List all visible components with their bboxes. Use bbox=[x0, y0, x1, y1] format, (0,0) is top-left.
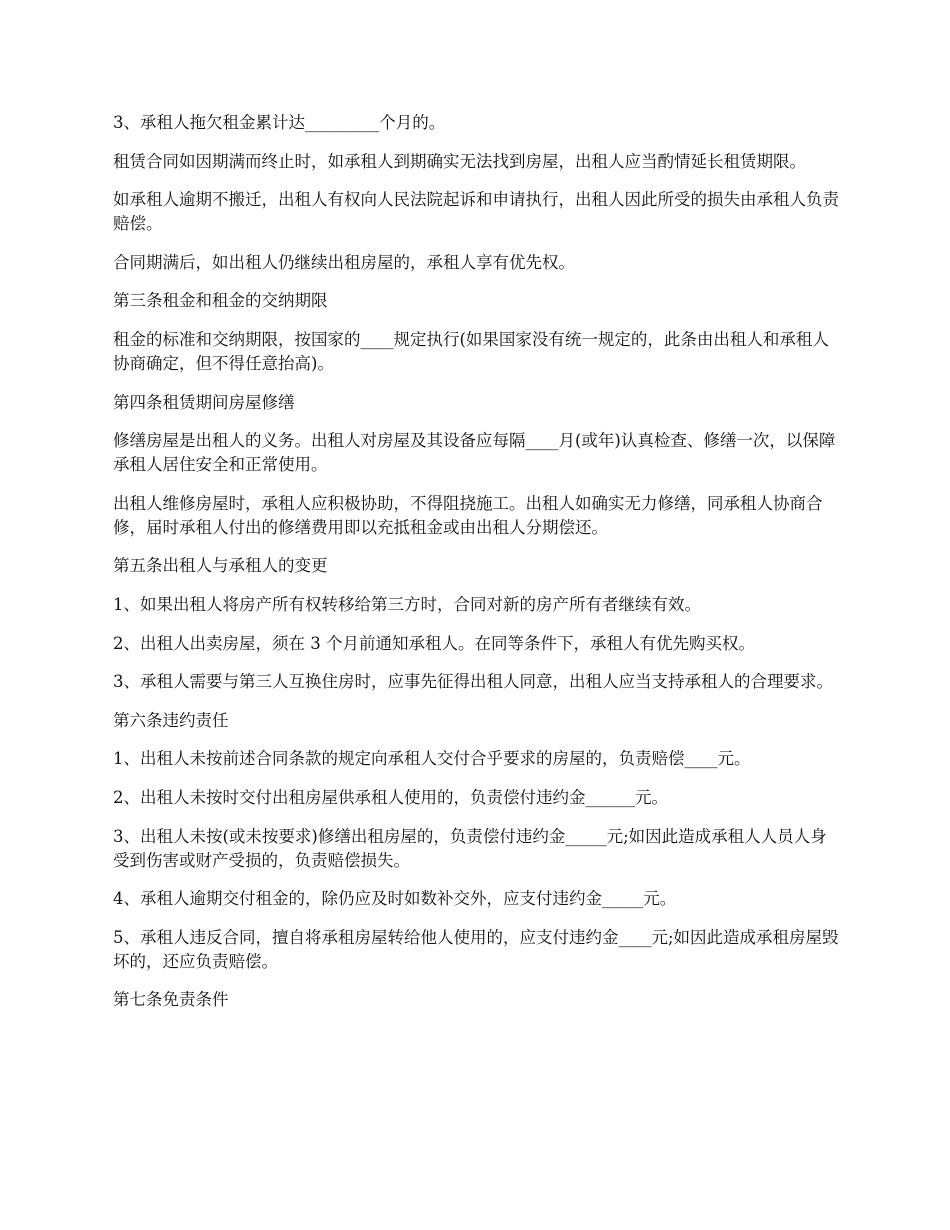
section-heading-article-4: 第四条租赁期间房屋修缮 bbox=[113, 392, 295, 412]
section-heading-article-6: 第六条违约责任 bbox=[113, 710, 229, 730]
section-heading-article-3: 第三条租金和租金的交纳期限 bbox=[113, 291, 328, 311]
paragraph-8: 修缮房屋是出租人的义务。出租人对房屋及其设备应每隔____月(或年)认真检查、修缮一次，以保障承租人居住安全和正常使用。 bbox=[113, 431, 836, 475]
paragraph-1: 3、承租人拖欠租金累计达_________个月的。 bbox=[113, 113, 446, 132]
section-heading-article-5: 第五条出租人与承租人的变更 bbox=[113, 556, 328, 576]
paragraph-19: 5、承租人违反合同，擅自将承租房屋转给他人使用的，应支付违约金____元;如因此造成承租房屋毁坏的，还应负责赔偿。 bbox=[113, 927, 839, 971]
paragraph-12: 2、出租人出卖房屋，须在 3 个月前通知承租人。在同等条件下，承租人有优先购买权。 bbox=[113, 633, 755, 653]
paragraph-11: 1、如果出租人将房产所有权转移给第三方时，合同对新的房产所有者继续有效。 bbox=[113, 594, 701, 614]
paragraph-6: 租金的标准和交纳期限，按国家的____规定执行(如果国家没有统一规定的，此条由出租人和承租人协商确定，但不得任意抬高)。 bbox=[113, 329, 829, 373]
paragraph-9: 出租人维修房屋时，承租人应积极协助，不得阻挠施工。出租人如确实无力修缮，同承租人协商合修，届时承租人付出的修缮费用即以充抵租金或由出租人分期偿还。 bbox=[113, 493, 823, 537]
paragraph-3: 如承租人逾期不搬迁，出租人有权向人民法院起诉和申请执行，出租人因此所受的损失由承租人负责赔偿。 bbox=[113, 190, 839, 234]
section-heading-article-7: 第七条免责条件 bbox=[113, 990, 229, 1010]
paragraph-17: 3、出租人未按(或未按要求)修缮出租房屋的，负责偿付违约金_____元;如因此造成承租人人员人身受到伤害或财产受损的，负责赔偿损失。 bbox=[113, 826, 827, 870]
paragraph-4: 合同期满后，如出租人仍继续出租房屋的，承租人享有优先权。 bbox=[113, 252, 575, 272]
paragraph-15: 1、出租人未按前述合同条款的规定向承租人交付合乎要求的房屋的，负责赔偿____元。 bbox=[113, 749, 751, 769]
paragraph-13: 3、承租人需要与第三人互换住房时，应事先征得出租人同意，出租人应当支持承租人的合理要求。 bbox=[113, 672, 833, 692]
paragraph-2: 租赁合同如因期满而终止时，如承租人到期确实无法找到房屋，出租人应当酌情延长租赁期限。 bbox=[113, 151, 806, 171]
paragraph-18: 4、承租人逾期交付租金的，除仍应及时如数补交外，应支付违约金_____元。 bbox=[113, 889, 677, 909]
document-body bbox=[113, 111, 840, 1027]
paragraph-16: 2、出租人未按时交付出租房屋供承租人使用的，负责偿付违约金______元。 bbox=[113, 787, 668, 807]
